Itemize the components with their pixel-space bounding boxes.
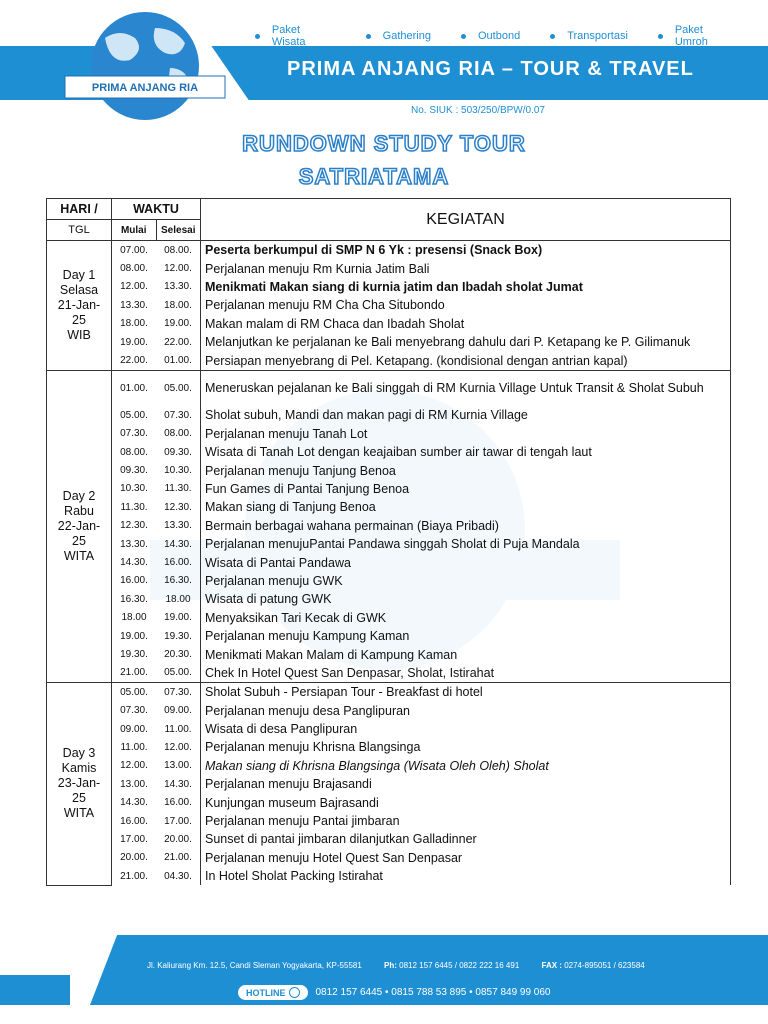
activity: Menikmati Makan Malam di Kampung Kaman [201,645,731,663]
service-nav [255,24,768,48]
phone-icon [289,987,300,998]
day-label: Day 1 [62,267,96,282]
end-time: 08.00. [156,241,201,260]
start-time: 11.00. [112,738,157,756]
start-time: 14.30. [112,793,157,811]
day-label: WIB [67,327,91,342]
activity: Perjalanan menuju Kampung Kaman [201,627,731,645]
day-cell [47,241,112,371]
header-selesai: Selesai [156,220,201,241]
start-time: 11.30. [112,498,157,516]
start-time: 21.00. [112,664,157,683]
activity: Makan siang di Khrisna Blangsinga (Wisata Oleh Oleh) Sholat [201,757,731,775]
start-time: 08.00. [112,443,157,461]
start-time: 18.00 [112,609,157,627]
activity: Perjalanan menuju Rm Kurnia Jatim Bali [201,259,731,277]
footer-phone: 0812 157 6445 / 0822 222 16 491 [399,961,520,970]
start-time: 19.00. [112,333,157,351]
start-time: 05.00. [112,406,157,424]
start-time: 22.00. [112,351,157,370]
activity: Perjalanan menujuPantai Pandawa singgah Sholat di Puja Mandala [201,535,731,553]
day-cell [47,370,112,682]
end-time: 16.00. [156,553,201,571]
footer-address: Jl. Kaliurang Km. 12.5, Candi Sleman Yogyakarta, KP-55581 [147,961,362,970]
end-time: 05.00. [156,664,201,683]
end-time: 12.00. [156,259,201,277]
start-time: 09.30. [112,461,157,479]
table-row [47,572,731,590]
table-header-row [47,199,731,220]
start-time: 07.30. [112,701,157,719]
activity: Wisata di Pantai Pandawa [201,553,731,571]
end-time: 09.00. [156,701,201,719]
table-row [47,590,731,608]
nav-item: Outbond [461,24,520,48]
end-time: 16.00. [156,793,201,811]
activity: Menyaksikan Tari Kecak di GWK [201,609,731,627]
activity: In Hotel Sholat Packing Istirahat [201,867,731,885]
header-kegiatan: KEGIATAN [201,199,731,241]
table-row [47,849,731,867]
start-time: 17.00. [112,830,157,848]
end-time: 01.00. [156,351,201,370]
header-hari: HARI / [47,199,112,220]
table-row [47,498,731,516]
start-time: 19.30. [112,645,157,663]
start-time: 13.30. [112,535,157,553]
table-row [47,480,731,498]
activity: Perjalanan menuju desa Panglipuran [201,701,731,719]
end-time: 05.00. [156,370,201,406]
footer-fax: 0274-895051 / 623584 [564,961,645,970]
day-label: 23-Jan-25 [57,776,101,806]
hotline [238,985,551,1000]
table-row [47,351,731,370]
end-time: 14.30. [156,775,201,793]
end-time: 13.30. [156,278,201,296]
activity: Perjalanan menuju Khrisna Blangsinga [201,738,731,756]
end-time: 21.00. [156,849,201,867]
footer-left-band [0,975,70,1005]
table-row [47,701,731,719]
activity: Menikmati Makan siang di kurnia jatim dan Ibadah sholat Jumat [201,278,731,296]
start-time: 19.00. [112,627,157,645]
table-row [47,278,731,296]
start-time: 05.00. [112,683,157,702]
end-time: 12.30. [156,498,201,516]
activity: Perjalanan menuju Hotel Quest San Denpasar [201,849,731,867]
table-row [47,867,731,885]
end-time: 14.30. [156,535,201,553]
activity: Perjalanan menuju RM Cha Cha Situbondo [201,296,731,314]
start-time: 16.30. [112,590,157,608]
start-time: 07.00. [112,241,157,260]
activity: Perjalanan menuju Tanjung Benoa [201,461,731,479]
footer [0,935,768,1024]
activity: Sholat subuh, Mandi dan makan pagi di RM Kurnia Village [201,406,731,424]
start-time: 12.00. [112,278,157,296]
activity: Makan siang di Tanjung Benoa [201,498,731,516]
activity: Melanjutkan ke perjalanan ke Bali menyebrang dahulu dari P. Ketapang ke P. Gilimanuk [201,333,731,351]
start-time: 13.30. [112,296,157,314]
end-time: 17.00. [156,812,201,830]
letterhead [0,0,768,150]
end-time: 18.00. [156,296,201,314]
document-title: RUNDOWN STUDY TOUR [242,131,526,156]
start-time: 18.00. [112,315,157,333]
footer-contact: Jl. Kaliurang Km. 12.5, Candi Sleman Yogyakarta, KP-55581 Ph: 0812 157 6445 / 0822 222 16 491 FAX : 0274-895051 / 623584 [147,961,645,970]
table-row [47,553,731,571]
end-time: 19.00. [156,609,201,627]
table-row [47,315,731,333]
table-row [47,627,731,645]
day-cell [47,683,112,886]
activity: Wisata di Tanah Lot dengan keajaiban sumber air tawar di tengah laut [201,443,731,461]
start-time: 13.00. [112,775,157,793]
end-time: 13.00. [156,757,201,775]
end-time: 20.00. [156,830,201,848]
activity: Kunjungan museum Bajrasandi [201,793,731,811]
activity: Perjalanan menuju Pantai jimbaran [201,812,731,830]
table-row [47,757,731,775]
activity: Sholat Subuh - Persiapan Tour - Breakfast di hotel [201,683,731,702]
header-waktu: WAKTU [112,199,201,220]
table-row [47,333,731,351]
rundown-table [46,198,731,886]
table-row [47,296,731,314]
activity: Perjalanan menuju GWK [201,572,731,590]
table-row [47,720,731,738]
nav-item: Paket Umroh [658,24,738,48]
table-row [47,241,731,260]
hotline-numbers: 0812 157 6445 • 0815 788 53 895 • 0857 849 99 060 [315,987,551,998]
day-label: Selasa [59,282,99,297]
table-row [47,775,731,793]
table-row [47,738,731,756]
end-time: 19.30. [156,627,201,645]
end-time: 16.30. [156,572,201,590]
end-time: 22.00. [156,333,201,351]
end-time: 20.30. [156,645,201,663]
table-row [47,259,731,277]
hotline-badge: HOTLINE [238,985,308,1000]
table-row [47,683,731,702]
day-label: Rabu [64,503,94,518]
end-time: 11.30. [156,480,201,498]
table-row [47,443,731,461]
start-time: 21.00. [112,867,157,885]
start-time: 01.00. [112,370,157,406]
start-time: 16.00. [112,812,157,830]
day-label: 21-Jan-25 [57,297,101,327]
activity: Perjalanan menuju Tanah Lot [201,425,731,443]
table-row [47,812,731,830]
globe-logo-icon [60,8,230,126]
activity: Perjalanan menuju Brajasandi [201,775,731,793]
activity: Peserta berkumpul di SMP N 6 Yk : presensi (Snack Box) [201,241,731,260]
start-time: 12.30. [112,517,157,535]
company-name: PRIMA ANJANG RIA – TOUR & TRAVEL [287,58,694,80]
table-row [47,535,731,553]
start-time: 09.00. [112,720,157,738]
nav-item: Paket Wisata [255,24,336,48]
end-time: 12.00. [156,738,201,756]
activity: Chek In Hotel Quest San Denpasar, Sholat, Istirahat [201,664,731,683]
start-time: 12.00. [112,757,157,775]
activity: Persiapan menyebrang di Pel. Ketapang. (kondisional dengan antrian kapal) [201,351,731,370]
end-time: 10.30. [156,461,201,479]
table-row [47,830,731,848]
end-time: 04.30. [156,867,201,885]
activity: Bermain berbagai wahana permainan (Biaya Pribadi) [201,517,731,535]
header-tgl: TGL [47,220,112,241]
table-row [47,517,731,535]
end-time: 13.30. [156,517,201,535]
logo-text: PRIMA ANJANG RIA [91,82,199,94]
nav-item: Transportasi [550,24,628,48]
day-label: Day 3 [62,746,96,761]
end-time: 08.00. [156,425,201,443]
day-label: Kamis [61,761,97,776]
start-time: 07.30. [112,425,157,443]
document-subtitle: SATRIATAMA [298,164,450,189]
nav-item: Gathering [366,24,431,48]
activity: Wisata di patung GWK [201,590,731,608]
table-row [47,461,731,479]
day-label: 22-Jan-25 [57,518,101,548]
start-time: 08.00. [112,259,157,277]
activity: Makan malam di RM Chaca dan Ibadah Sholat [201,315,731,333]
table-row [47,406,731,424]
end-time: 07.30. [156,406,201,424]
activity: Meneruskan pejalanan ke Bali singgah di RM Kurnia Village Untuk Transit & Sholat Subuh [201,370,731,406]
end-time: 11.00. [156,720,201,738]
activity: Fun Games di Pantai Tanjung Benoa [201,480,731,498]
day-label: WITA [63,806,95,821]
end-time: 07.30. [156,683,201,702]
table-row [47,793,731,811]
activity: Wisata di desa Panglipuran [201,720,731,738]
table-row [47,645,731,663]
activity: Sunset di pantai jimbaran dilanjutkan Galladinner [201,830,731,848]
start-time: 14.30. [112,553,157,571]
end-time: 18.00 [156,590,201,608]
license-number: No. SIUK : 503/250/BPW/0.07 [411,105,545,116]
end-time: 09.30. [156,443,201,461]
start-time: 20.00. [112,849,157,867]
start-time: 10.30. [112,480,157,498]
table-row [47,664,731,683]
day-label: WITA [63,548,95,563]
header-mulai: Mulai [112,220,157,241]
table-row [47,425,731,443]
table-row [47,609,731,627]
day-label: Day 2 [62,488,96,503]
table-row [47,370,731,406]
start-time: 16.00. [112,572,157,590]
end-time: 19.00. [156,315,201,333]
